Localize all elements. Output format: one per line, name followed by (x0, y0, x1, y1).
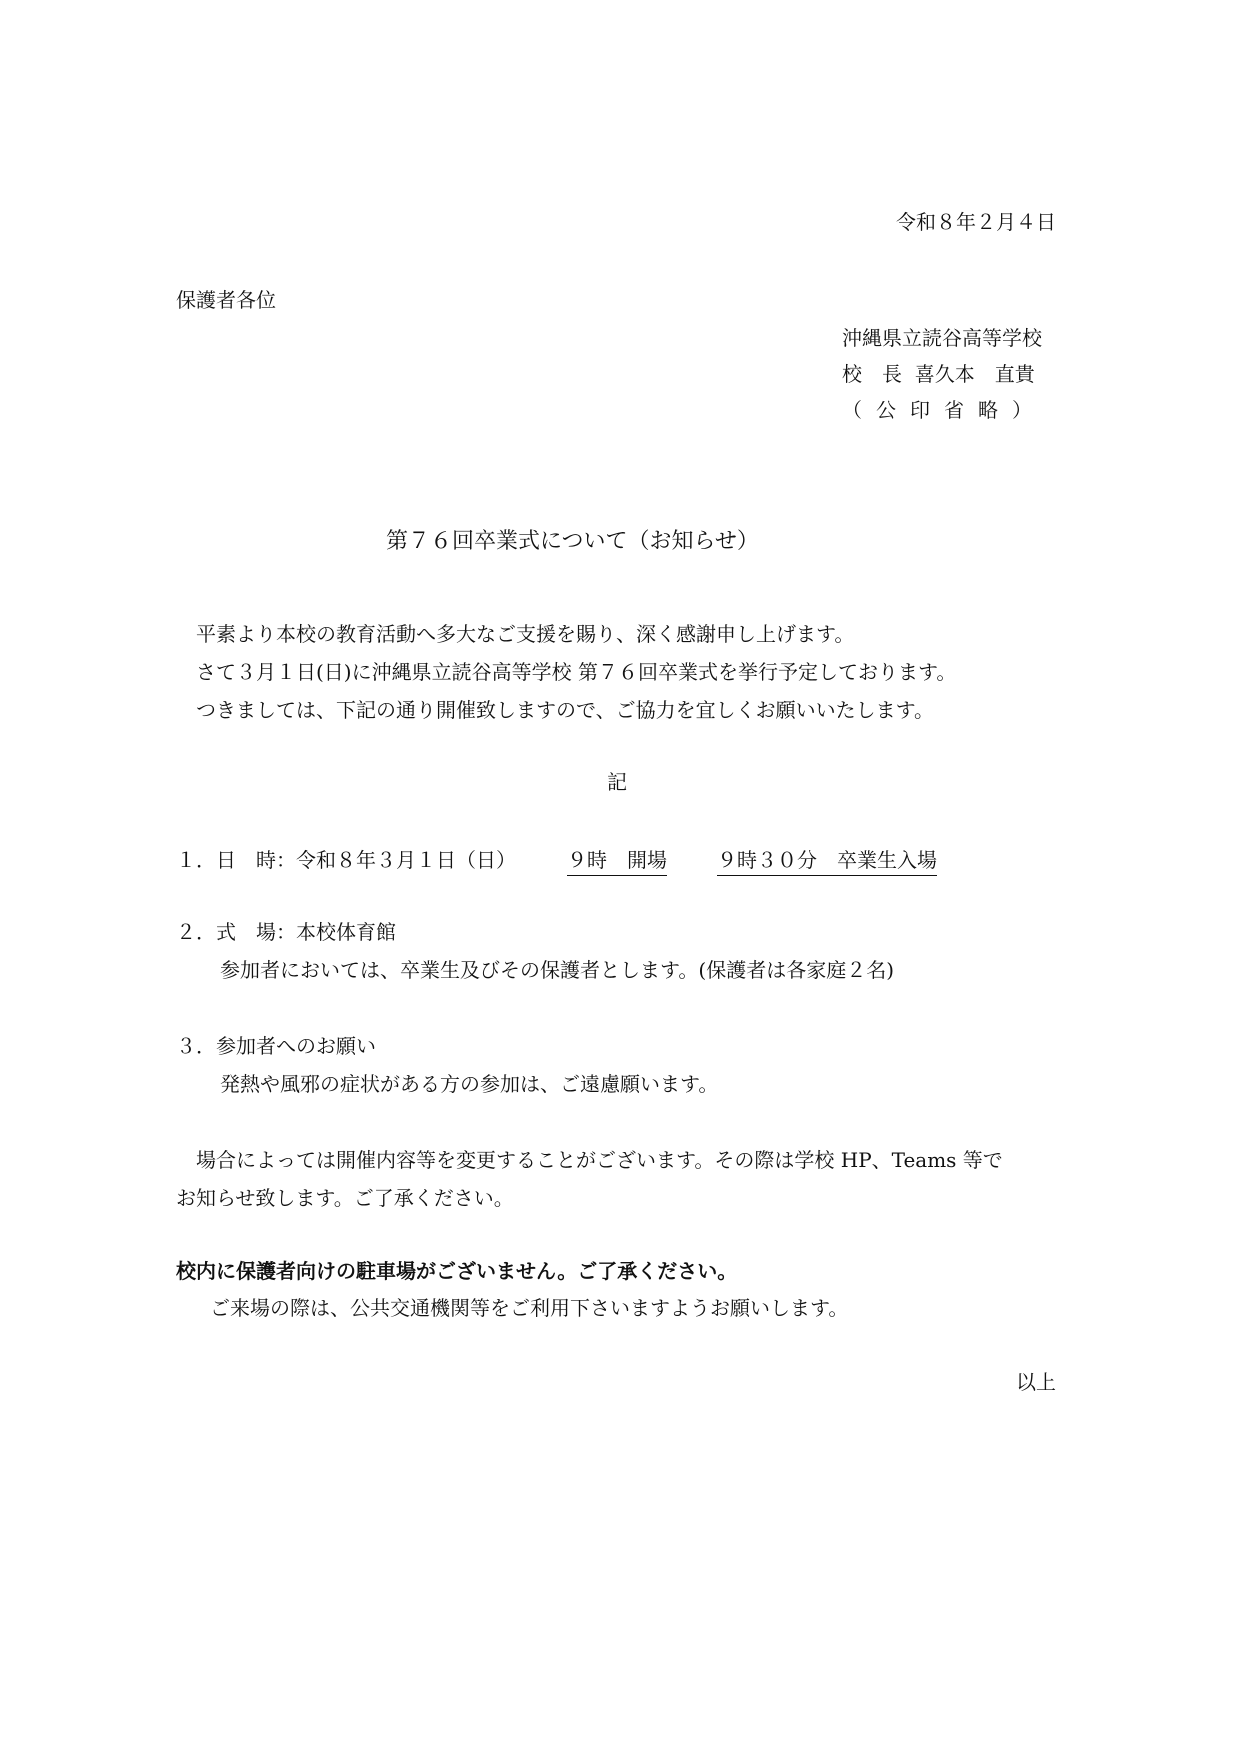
principal-name: 喜久本 直貴 (914, 362, 1035, 386)
intro-line-2: さて３月１日(日)に沖縄県立読谷高等学校 第７６回卒業式を挙行予定しております。 (196, 660, 957, 684)
document-title: 第７６回卒業式について（お知らせ） (386, 529, 759, 554)
item-3-label: 参加者へのお願い (216, 1034, 376, 1058)
item-2-value: 本校体育館 (296, 920, 396, 944)
addressee: 保護者各位 (176, 288, 276, 312)
seal-note: （公印省略） (842, 398, 1046, 422)
item-1-number: １． (176, 848, 216, 872)
item-2-number: ２． (176, 920, 216, 944)
item-3-request (176, 1036, 376, 1056)
document-date: 令和８年２月４日 (896, 210, 1056, 234)
parking-notice: 校内に保護者向けの駐車場がございません。ご了承ください。 (176, 1259, 738, 1283)
notice-line-1: 場合によっては開催内容等を変更することがございます。その際は学校 HP、Teams 等で (196, 1148, 1003, 1172)
item-1-entrance-time: ９時３０分 卒業生入場 (717, 850, 937, 876)
item-2-label: 式 場： (216, 920, 296, 944)
item-1-value: 令和８年３月１日（日） (296, 848, 516, 872)
sender-principal (842, 364, 1035, 384)
item-1-label: 日 時： (216, 848, 296, 872)
principal-title: 校 長 (842, 362, 902, 386)
item-2-venue (176, 922, 396, 942)
ki-heading: 記 (607, 770, 627, 794)
closing: 以上 (1016, 1370, 1056, 1394)
parking-detail: ご来場の際は、公共交通機関等をご利用下さいますようお願いします。 (210, 1296, 849, 1320)
item-1-opening-time: ９時 開場 (567, 850, 667, 876)
item-2-detail: 参加者においては、卒業生及びその保護者とします。(保護者は各家庭２名) (220, 958, 895, 982)
item-1-datetime (176, 850, 516, 870)
intro-line-1: 平素より本校の教育活動へ多大なご支援を賜り、深く感謝申し上げます。 (196, 622, 855, 646)
item-3-detail: 発熱や風邪の症状がある方の参加は、ご遠慮願います。 (220, 1072, 719, 1096)
item-3-number: ３． (176, 1034, 216, 1058)
intro-line-3: つきましては、下記の通り開催致しますので、ご協力を宜しくお願いいたします。 (196, 698, 934, 722)
sender-school: 沖縄県立読谷高等学校 (842, 326, 1042, 350)
notice-line-2: お知らせ致します。ご了承ください。 (176, 1186, 514, 1210)
